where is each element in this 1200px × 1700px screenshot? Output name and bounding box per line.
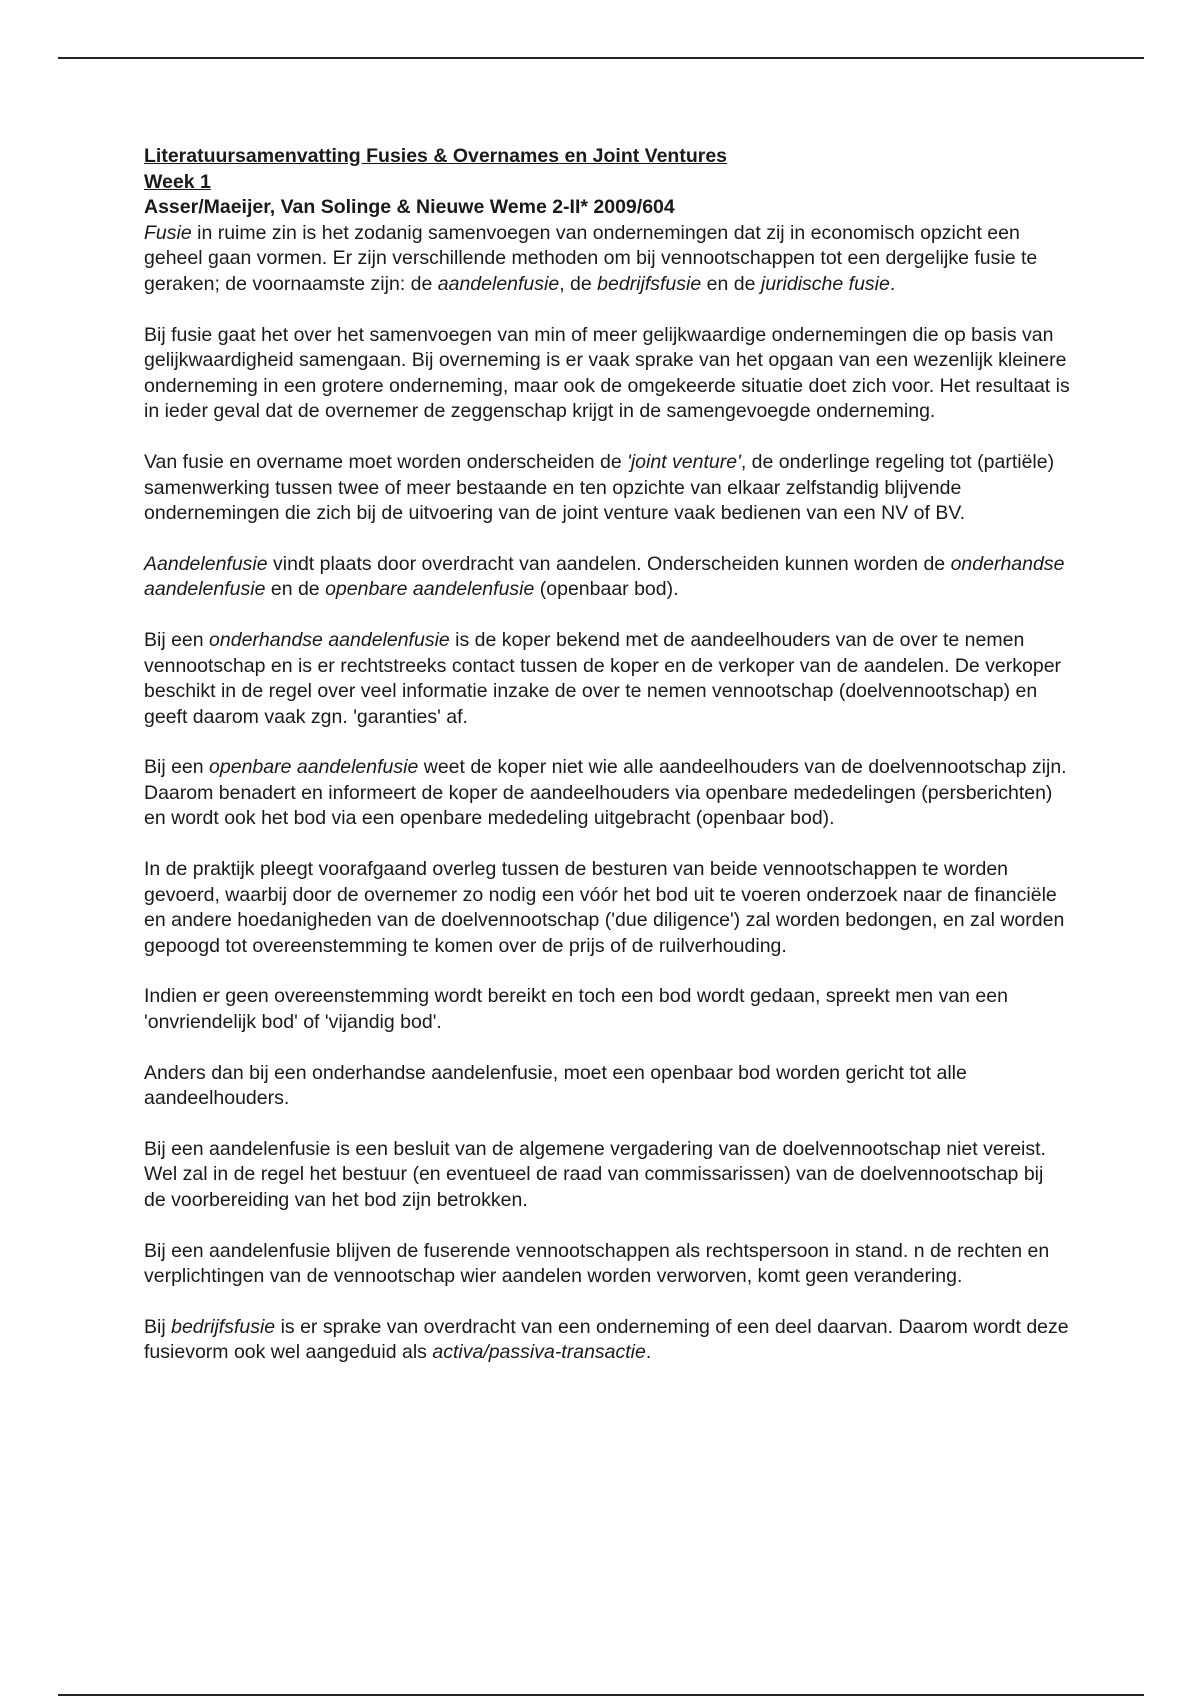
paragraph-algemene-vergadering: Bij een aandelenfusie is een besluit van de algemene vergadering van de doelvennootschap niet vereist. Wel zal in de regel het bestuur (en eventueel de raad van commissarissen) van de doelvennootschap bij de voorbereiding van het bod zijn betrokken. [144,1137,1046,1211]
paragraph-rechtspersoon: Bij een aandelenfusie blijven de fuserende vennootschappen als rechtspersoon in stand. n de rechten en verplichtingen van de vennootschap wier aandelen worden verworven, komt geen verandering. [144,1239,1050,1288]
paragraph-bedrijfsfusie: Bij bedrijfsfusie is er sprake van overdracht van een onderneming of een deel daarvan. Daarom wordt deze fusievorm ook wel aangeduid als activa/passiva-transactie. [144,1315,1069,1364]
paragraph-aandelenfusie: Aandelenfusie vindt plaats door overdracht van aandelen. Onderscheiden kunnen worden de onderhandse aandelenfusie en de openbare aandelenfusie (openbaar bod). [144,552,1065,601]
paragraph-due-diligence: In de praktijk pleegt voorafgaand overleg tussen de besturen van beide vennootschappen te worden gevoerd, waarbij door de overnemer zo nodig een vóór het bod uit te voeren onderzoek naar de financiële en andere hoedanigheden van de doelvennootschap ('due diligence') zal worden bedongen, en zal worden gepoogd tot overeenstemming te komen over de prijs of de ruilverhouding. [144,858,1065,957]
top-divider [58,57,1144,59]
bottom-divider [58,1694,1144,1696]
paragraph-fusie-vs-overneming: Bij fusie gaat het over het samenvoegen van min of meer gelijkwaardige ondernemingen die op basis van gelijkwaardigheid samengaan. Bij overneming is er vaak sprake van het opgaan van een wezenlijk kleinere onderneming in een grotere onderneming, maar ook de omgekeerde situatie doet zich voor. Het resultaat is in ieder geval dat de overnemer de zeggenschap krijgt in de samengevoegde onderneming. [144,323,1070,423]
paragraph-openbare-aandelenfusie: Bij een openbare aandelenfusie weet de koper niet wie alle aandeelhouders van de doelvennootschap zijn. Daarom benadert en informeert de koper de aandeelhouders via openbare mededelingen (persberichten) en wordt ook het bod via een openbare mededeling uitgebracht (openbaar bod). [144,756,1067,830]
paragraph-vijandig-bod: Indien er geen overeenstemming wordt bereikt en toch een bod wordt gedaan, spreekt men van een 'onvriendelijk bod' of 'vijandig bod'. [144,985,1008,1034]
source-reference: Asser/Maeijer, Van Solinge & Nieuwe Weme 2-II* 2009/604 [144,196,675,219]
paragraph-joint-venture: Van fusie en overname moet worden onderscheiden de 'joint venture', de onderlinge regeling tot (partiële) samenwerking tussen twee of meer bestaande en ten opzichte van elkaar zelfstandig blijvende ondernemingen die zich bij de uitvoering van de joint venture vaak bedienen van een NV of BV. [144,450,1055,525]
paragraph-fusie-definition: Fusie in ruime zin is het zodanig samenvoegen van ondernemingen dat zij in economisch opzicht een geheel gaan vormen. Er zijn verschillende methoden om bij vennootschappen tot een dergelijke fusie te geraken; de voornaamste zijn: de aandelenfusie, de bedrijfsfusie en de juridische fusie. [144,221,1038,295]
week-heading: Week 1 [144,170,211,193]
document-body [144,144,1070,1391]
paragraph-onderhandse-aandelenfusie: Bij een onderhandse aandelenfusie is de koper bekend met de aandeelhouders van de over te nemen vennootschap en is er rechtstreeks contact tussen de koper en de verkoper van de aandelen. De verkoper beschikt in de regel over veel informatie inzake de over te nemen vennootschap (doelvennootschap) en geeft daarom vaak zgn. 'garanties' af. [144,628,1062,728]
paragraph-openbaar-bod: Anders dan bij een onderhandse aandelenfusie, moet een openbaar bod worden gericht tot alle aandeelhouders. [144,1061,967,1110]
document-title: Literatuursamenvatting Fusies & Overnames en Joint Ventures [144,145,728,167]
